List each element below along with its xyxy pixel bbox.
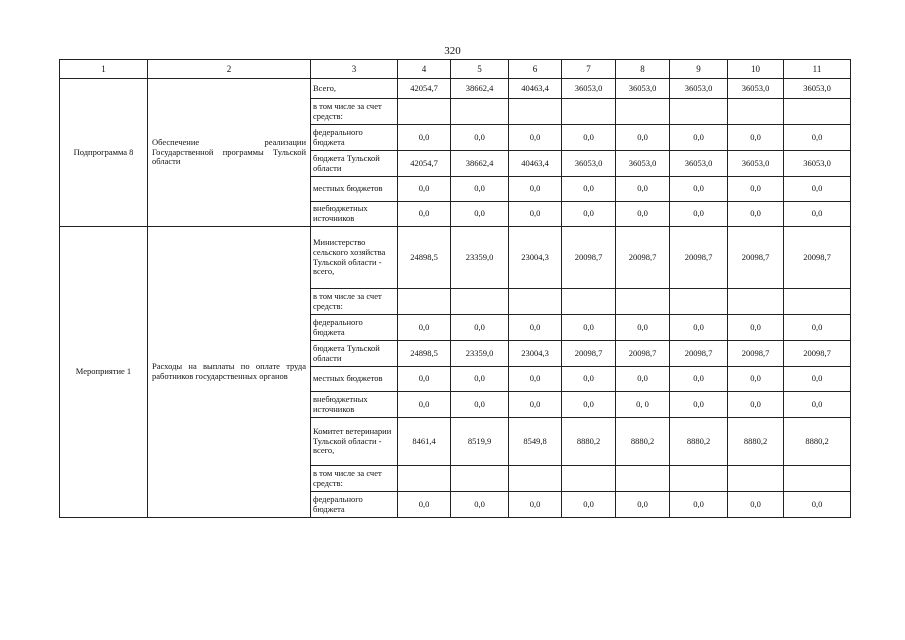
value-cell: 0,0 (784, 367, 851, 392)
value-cell: 0,0 (784, 392, 851, 418)
value-cell: 0,0 (670, 202, 728, 227)
value-cell: 0,0 (398, 315, 451, 341)
column-header: 1 (60, 60, 148, 79)
value-cell: 20098,7 (728, 227, 784, 289)
table-row (60, 227, 851, 289)
value-cell: 0,0 (562, 492, 616, 518)
value-cell: 0,0 (670, 492, 728, 518)
value-cell: 0,0 (451, 492, 509, 518)
value-cell: 40463,4 (509, 151, 562, 177)
value-cell (562, 99, 616, 125)
value-cell: 0,0 (670, 367, 728, 392)
value-cell: 0,0 (509, 367, 562, 392)
value-cell: 0,0 (451, 367, 509, 392)
value-cell: 0,0 (616, 492, 670, 518)
header-row (60, 60, 851, 79)
funding-source-label: в том числе за счет средств: (311, 466, 398, 492)
funding-source-label: федерального бюджета (311, 492, 398, 518)
value-cell: 0,0 (616, 177, 670, 202)
value-cell: 0,0 (509, 202, 562, 227)
value-cell: 0,0 (562, 202, 616, 227)
value-cell (509, 466, 562, 492)
value-cell: 0,0 (728, 202, 784, 227)
funding-source-label: Министерство сельского хозяйства Тульской области - всего, (311, 227, 398, 289)
value-cell: 40463,4 (509, 79, 562, 99)
value-cell (509, 99, 562, 125)
value-cell (398, 99, 451, 125)
value-cell: 8880,2 (784, 418, 851, 466)
value-cell (398, 466, 451, 492)
value-cell: 0,0 (398, 367, 451, 392)
value-cell: 8461,4 (398, 418, 451, 466)
value-cell: 0,0 (728, 177, 784, 202)
value-cell (562, 466, 616, 492)
funding-source-label: внебюджетных источников (311, 392, 398, 418)
value-cell (616, 99, 670, 125)
funding-source-label: бюджета Тульской области (311, 151, 398, 177)
value-cell (784, 466, 851, 492)
value-cell: 20098,7 (784, 341, 851, 367)
value-cell: 0,0 (562, 177, 616, 202)
value-cell (616, 466, 670, 492)
value-cell (784, 289, 851, 315)
funding-source-label: федерального бюджета (311, 315, 398, 341)
value-cell: 8880,2 (728, 418, 784, 466)
value-cell: 0,0 (616, 315, 670, 341)
budget-table (59, 59, 851, 518)
value-cell (728, 289, 784, 315)
value-cell: 0, 0 (616, 392, 670, 418)
funding-source-label: Всего, (311, 79, 398, 99)
value-cell: 20098,7 (670, 341, 728, 367)
value-cell: 36053,0 (784, 151, 851, 177)
program-name: Мероприятие 1 (60, 227, 148, 518)
value-cell: 0,0 (616, 125, 670, 151)
column-header: 5 (451, 60, 509, 79)
table-row (60, 79, 851, 99)
value-cell: 23004,3 (509, 341, 562, 367)
value-cell: 23359,0 (451, 227, 509, 289)
value-cell: 20098,7 (562, 341, 616, 367)
funding-source-label: местных бюджетов (311, 177, 398, 202)
value-cell: 0,0 (784, 125, 851, 151)
page-number: 320 (444, 45, 461, 57)
value-cell: 24898,5 (398, 227, 451, 289)
value-cell (616, 289, 670, 315)
value-cell: 0,0 (616, 202, 670, 227)
value-cell: 0,0 (728, 392, 784, 418)
value-cell: 0,0 (670, 177, 728, 202)
value-cell: 20098,7 (784, 227, 851, 289)
value-cell (670, 99, 728, 125)
value-cell: 8880,2 (562, 418, 616, 466)
value-cell (670, 289, 728, 315)
value-cell: 20098,7 (728, 341, 784, 367)
value-cell (784, 99, 851, 125)
value-cell: 0,0 (509, 125, 562, 151)
value-cell: 0,0 (728, 315, 784, 341)
value-cell: 0,0 (398, 492, 451, 518)
value-cell: 0,0 (509, 315, 562, 341)
value-cell (509, 289, 562, 315)
value-cell: 20098,7 (670, 227, 728, 289)
value-cell (451, 99, 509, 125)
value-cell: 0,0 (562, 315, 616, 341)
value-cell: 0,0 (670, 315, 728, 341)
value-cell: 23004,3 (509, 227, 562, 289)
value-cell: 8549,8 (509, 418, 562, 466)
value-cell: 36053,0 (616, 79, 670, 99)
value-cell: 36053,0 (562, 151, 616, 177)
value-cell: 8880,2 (670, 418, 728, 466)
value-cell: 8880,2 (616, 418, 670, 466)
value-cell: 0,0 (784, 177, 851, 202)
value-cell: 0,0 (670, 125, 728, 151)
value-cell: 20098,7 (562, 227, 616, 289)
value-cell: 0,0 (451, 202, 509, 227)
value-cell: 0,0 (509, 177, 562, 202)
value-cell (670, 466, 728, 492)
funding-source-label: Комитет ветеринарии Тульской области - всего, (311, 418, 398, 466)
program-description: Расходы на выплаты по оплате труда работников государственных органов (148, 227, 311, 518)
value-cell: 24898,5 (398, 341, 451, 367)
value-cell: 0,0 (398, 392, 451, 418)
value-cell: 0,0 (784, 315, 851, 341)
value-cell: 0,0 (398, 125, 451, 151)
value-cell: 0,0 (509, 492, 562, 518)
value-cell (451, 466, 509, 492)
funding-source-label: в том числе за счет средств: (311, 99, 398, 125)
column-header: 6 (509, 60, 562, 79)
value-cell (728, 466, 784, 492)
column-header: 11 (784, 60, 851, 79)
value-cell: 42054,7 (398, 151, 451, 177)
value-cell: 0,0 (562, 392, 616, 418)
funding-source-label: в том числе за счет средств: (311, 289, 398, 315)
value-cell: 0,0 (616, 367, 670, 392)
value-cell: 36053,0 (562, 79, 616, 99)
value-cell (562, 289, 616, 315)
value-cell: 36053,0 (670, 151, 728, 177)
value-cell: 0,0 (784, 202, 851, 227)
value-cell: 0,0 (451, 315, 509, 341)
column-header: 8 (616, 60, 670, 79)
value-cell: 0,0 (670, 392, 728, 418)
funding-source-label: федерального бюджета (311, 125, 398, 151)
value-cell: 36053,0 (728, 151, 784, 177)
value-cell: 38662,4 (451, 79, 509, 99)
value-cell: 0,0 (562, 367, 616, 392)
funding-source-label: местных бюджетов (311, 367, 398, 392)
value-cell: 8519,9 (451, 418, 509, 466)
value-cell: 0,0 (451, 177, 509, 202)
value-cell: 0,0 (728, 367, 784, 392)
funding-source-label: внебюджетных источников (311, 202, 398, 227)
value-cell: 0,0 (784, 492, 851, 518)
value-cell: 0,0 (509, 392, 562, 418)
column-header: 10 (728, 60, 784, 79)
column-header: 9 (670, 60, 728, 79)
value-cell: 0,0 (398, 202, 451, 227)
column-header: 7 (562, 60, 616, 79)
value-cell: 0,0 (562, 125, 616, 151)
value-cell: 20098,7 (616, 227, 670, 289)
value-cell: 42054,7 (398, 79, 451, 99)
value-cell: 23359,0 (451, 341, 509, 367)
value-cell (728, 99, 784, 125)
value-cell: 36053,0 (728, 79, 784, 99)
column-header: 4 (398, 60, 451, 79)
value-cell: 20098,7 (616, 341, 670, 367)
column-header: 2 (148, 60, 311, 79)
value-cell: 36053,0 (784, 79, 851, 99)
value-cell: 0,0 (728, 492, 784, 518)
value-cell: 36053,0 (616, 151, 670, 177)
program-name: Подпрограмма 8 (60, 79, 148, 227)
value-cell: 0,0 (398, 177, 451, 202)
value-cell (398, 289, 451, 315)
program-description: Обеспечение реализации Государственной программы Тульской области (148, 79, 311, 227)
value-cell: 0,0 (451, 125, 509, 151)
value-cell: 38662,4 (451, 151, 509, 177)
value-cell: 36053,0 (670, 79, 728, 99)
value-cell: 0,0 (451, 392, 509, 418)
column-header: 3 (311, 60, 398, 79)
funding-source-label: бюджета Тульской области (311, 341, 398, 367)
value-cell (451, 289, 509, 315)
value-cell: 0,0 (728, 125, 784, 151)
